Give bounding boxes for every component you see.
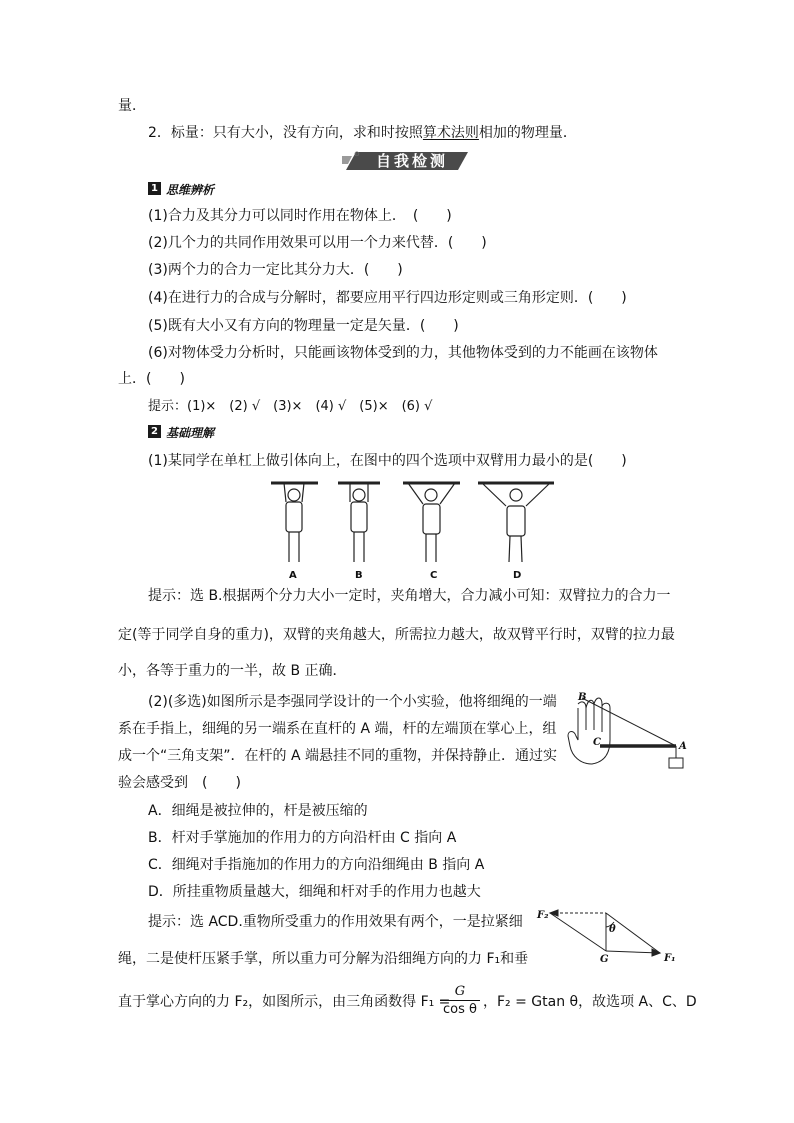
option-a: A．细绳是被拉伸的，杆是被压缩的 — [148, 803, 368, 819]
figure-label-d: D — [513, 570, 522, 581]
fraction-numerator: G — [440, 984, 480, 1001]
option-d: D．所挂重物质量越大，细绳和杆对手的作用力也越大 — [148, 884, 481, 900]
option-c: C．细绳对手指施加的作用力的方向沿细绳由 B 指向 A — [148, 857, 485, 873]
question-2-line2: 系在手指上，细绳的另一端系在直杆的 A 端，杆的左端顶在掌心上，组 — [118, 721, 557, 737]
section2-badge: 2 — [148, 425, 161, 438]
option-b: B．杆对手掌施加的作用力的方向沿杆由 C 指向 A — [148, 830, 457, 846]
pullup-figure — [268, 476, 558, 581]
fraction-denominator: cos θ — [443, 1002, 477, 1017]
question-2-line4: 验会感受到 ( ) — [118, 775, 241, 791]
figure-label-a: A — [289, 570, 297, 581]
judge-item-2: (2)几个力的共同作用效果可以用一个力来代替．( ) — [148, 235, 487, 251]
hint1-line2: 定(等于同学自身的重力)，双臂的夹角越大，所需拉力越大，故双臂平行时，双臂的拉力最 — [118, 627, 675, 643]
hint2-line2: 绳，二是使杆压紧手掌，所以重力可分解为沿细绳方向的力 F₁和垂 — [118, 951, 529, 967]
hint2-line3a: 直于掌心方向的力 F₂，如图所示，由三角函数得 F₁ = — [118, 994, 451, 1010]
judge-item-1: (1)合力及其分力可以同时作用在物体上． ( ) — [148, 208, 452, 224]
force-label-f2: F₂ — [537, 910, 549, 921]
figure-label-c: C — [430, 570, 438, 581]
force-label-f1: F₁ — [664, 953, 676, 964]
question-2-line1: (2)(多选)如图所示是李强同学设计的一个小实验，他将细绳的一端 — [148, 694, 557, 710]
section1-label: 思维辨析 — [166, 183, 215, 197]
scalar-suffix: 相加的物理量． — [478, 125, 577, 141]
hint1-line1: 提示：选 B.根据两个分力大小一定时，夹角增大，合力减小可知：双臂拉力的合力一 — [148, 588, 671, 604]
question-2-line3: 成一个“三角支架”．在杆的 A 端悬挂不同的重物，并保持静止．通过实 — [118, 748, 557, 764]
scalar-underlined-term: 算术法则 — [422, 125, 479, 141]
hint2-line1: 提示：选 ACD.重物所受重力的作用效果有两个，一是拉紧细 — [148, 914, 523, 930]
question-1: (1)某同学在单杠上做引体向上，在图中的四个选项中双臂用力最小的是( ) — [148, 453, 627, 469]
section2-label: 基础理解 — [166, 426, 215, 440]
judge-item-4: (4)在进行力的合成与分解时，都要应用平行四边形定则或三角形定则．( ) — [148, 290, 627, 306]
scalar-definition — [148, 124, 577, 142]
banner-title: 自我检测 — [375, 152, 448, 170]
force-label-theta: θ — [609, 924, 616, 935]
hand-label-b: B — [578, 692, 587, 703]
section1-hint: 提示：(1)× (2) √ (3)× (4) √ (5)× (6) √ — [148, 399, 433, 414]
self-check-banner — [342, 150, 470, 172]
hint1-line3: 小，各等于重力的一半，故 B 正确． — [118, 663, 347, 679]
judge-item-3: (3)两个力的合力一定比其分力大．( ) — [148, 262, 403, 278]
hand-label-c: C — [593, 737, 601, 748]
paragraph-end: 量． — [118, 98, 146, 114]
judge-item-5: (5)既有大小又有方向的物理量一定是矢量．( ) — [148, 318, 459, 334]
hand-label-a: A — [679, 741, 687, 752]
svg-text:⊙: ⊙ — [354, 150, 360, 158]
scalar-prefix: 2．标量：只有大小，没有方向，求和时按照 — [148, 125, 423, 141]
section1-badge: 1 — [148, 182, 161, 195]
formula-fraction — [440, 984, 480, 1019]
judge-item-6-cont: 上．( ) — [118, 371, 185, 387]
force-label-g: G — [600, 954, 609, 965]
judge-item-6: (6)对物体受力分析时，只能画该物体受到的力，其他物体受到的力不能画在该物体 — [148, 345, 658, 361]
hint2-line3b: ，F₂ = Gtan θ，故选项 A、C、D — [483, 994, 697, 1010]
figure-label-b: B — [355, 570, 363, 581]
